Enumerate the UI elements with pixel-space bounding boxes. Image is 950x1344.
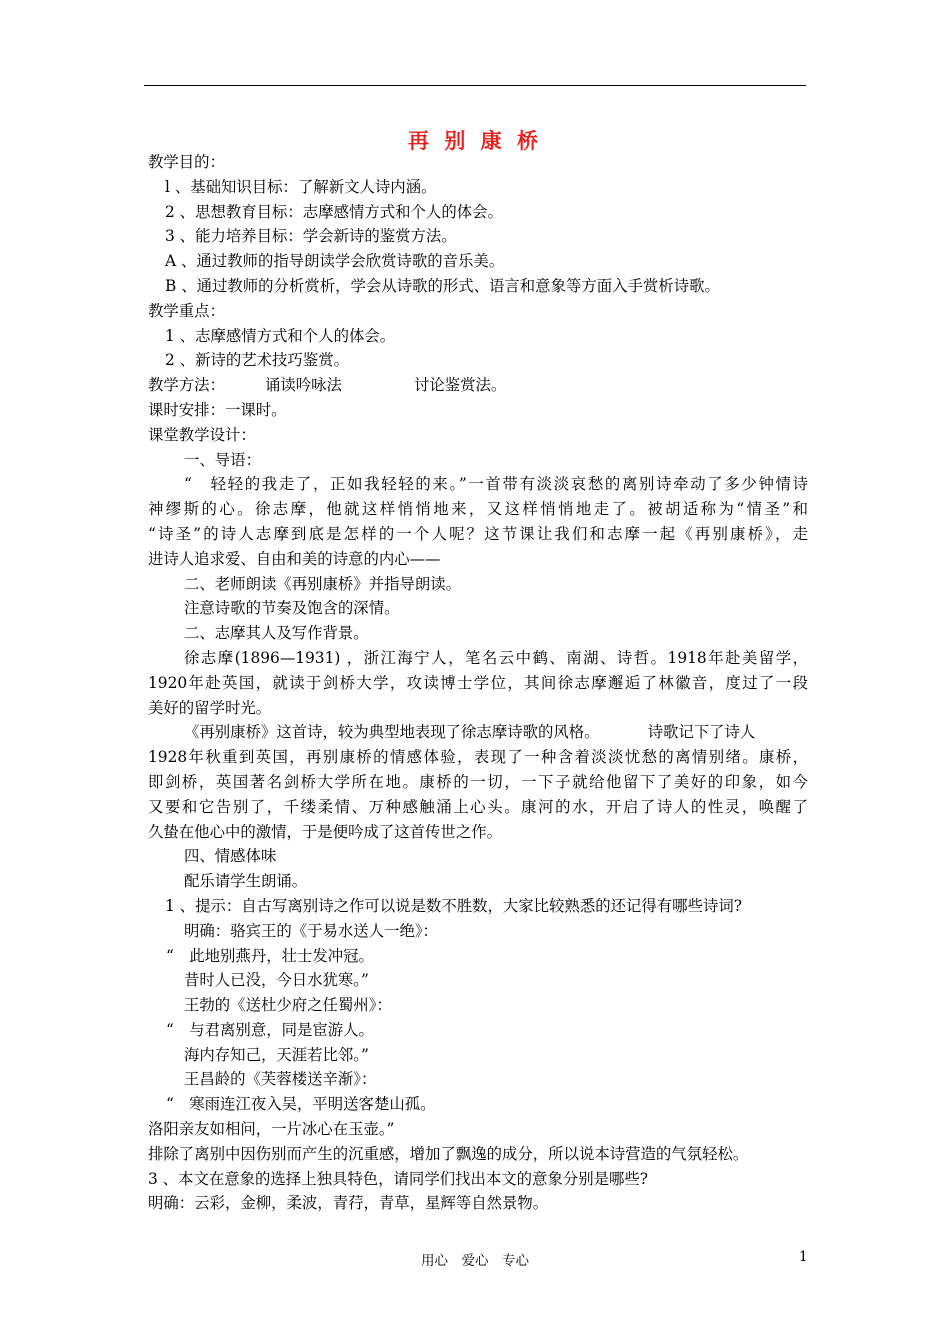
- paragraph-line: 进诗人追求爱、自由和美的诗意的内心——: [148, 549, 441, 568]
- page-number: 1: [799, 1249, 808, 1265]
- poem-line: 洛阳亲友如相问，一片冰心在玉壶。”: [148, 1120, 395, 1139]
- paragraph-line: 1920年赴英国，就读于剑桥大学，攻读博士学位，其间徐志摩邂逅了林徽音，度过了一段: [148, 673, 808, 692]
- section-heading: 二、志摩其人及写作背景。: [184, 624, 369, 643]
- header-rule: [144, 85, 806, 86]
- poem-line: “ 与君离别意，同是宦游人。: [166, 1020, 374, 1039]
- poem-source-line: 王昌龄的《芙蓉楼送辛渐》：: [184, 1070, 377, 1089]
- paragraph-line: 久蛰在他心中的激情，于是便吟成了这首传世之作。: [148, 822, 502, 841]
- document-title: 再 别 康 桥: [408, 128, 542, 153]
- paragraph-segment: 诗歌记下了诗人: [647, 723, 756, 742]
- paragraph-line: 又要和它告别了，千缕柔情、万种感触涌上心头。康河的水，开启了诗人的性灵，唤醒了: [148, 797, 808, 816]
- paragraph-line: 即剑桥，英国著名剑桥大学所在地。康桥的一切，一下子就给他留下了美好的印象，如今: [148, 772, 808, 791]
- section-heading: 二、老师朗读《再别康桥》并指导朗读。: [184, 574, 462, 593]
- paragraph-line: 美好的留学时光。: [148, 698, 272, 717]
- paragraph-line: 注意诗歌的节奏及饱含的深情。: [184, 599, 400, 618]
- list-item: 2 、新诗的艺术技巧鉴赏。: [165, 351, 349, 370]
- paragraph-line: “诗圣”的诗人志摩到底是怎样的一个人呢？这节课让我们和志摩一起《再别康桥》，走: [148, 524, 808, 543]
- section-heading: 一、导语：: [184, 450, 261, 469]
- paragraph-line: “ 轻轻的我走了，正如我轻轻的来。”一首带有淡淡哀愁的离别诗牵动了多少钟情诗: [184, 475, 808, 494]
- teaching-methods-line: [148, 373, 808, 398]
- document-body: [148, 150, 808, 1216]
- paragraph-line: 神缪斯的心。徐志摩，他就这样悄悄地来，又这样悄悄地走了。被胡适称为“情圣”和: [148, 500, 808, 519]
- teaching-method-1: 诵读吟咏法: [264, 376, 342, 395]
- list-item: B 、通过教师的分析赏析，学会从诗歌的形式、语言和意象等方面入手赏析诗歌。: [165, 276, 720, 295]
- paragraph-line: 徐志摩(1896—1931) ，浙江海宁人，笔名云中鹤、南湖、诗哲。1918年赴美留学，: [184, 648, 808, 667]
- poem-line: “ 寒雨连江夜入吴，平明送客楚山孤。: [166, 1095, 436, 1114]
- question-line: 1 、提示：自古写离别诗之作可以说是数不胜数，大家比较熟悉的还记得有哪些诗词?: [165, 896, 742, 915]
- paragraph-line: 排除了离别中因伤别而产生的沉重感，增加了飘逸的成分，所以说本诗营造的气氛轻松。: [148, 1144, 749, 1163]
- heading-key-points: 教学重点：: [148, 301, 225, 320]
- poem-source-line: 王勃的《送杜少府之任蜀州》：: [184, 996, 392, 1015]
- teaching-method-2: 讨论鉴赏法。: [413, 376, 507, 395]
- heading-class-design: 课堂教学设计：: [148, 425, 256, 444]
- paragraph-line: [148, 720, 808, 745]
- teaching-methods-label: 教学方法：: [148, 376, 225, 395]
- section-heading: 四、情感体味: [184, 847, 277, 866]
- paragraph-segment: 《再别康桥》这首诗，较为典型地表现了徐志摩诗歌的风格。: [184, 723, 600, 742]
- question-line: 3 、本文在意象的选择上独具特色，请同学们找出本文的意象分别是哪些?: [148, 1169, 649, 1188]
- heading-teaching-goals: 教学目的：: [148, 153, 225, 171]
- paragraph-line: 配乐请学生朗诵。: [184, 872, 308, 891]
- poem-line: “ 此地别燕丹，壮士发冲冠。: [166, 946, 374, 965]
- list-item: 3 、能力培养目标：学会新诗的鉴赏方法。: [165, 227, 457, 246]
- footer-motto: 用心 爱心 专心: [421, 1253, 529, 1269]
- list-item: l 、基础知识目标：了解新文人诗内涵。: [165, 177, 437, 196]
- schedule-line: 课时安排：一课时。: [148, 400, 287, 419]
- list-item: 2 、思想教育目标：志摩感情方式和个人的体会。: [165, 202, 503, 221]
- poem-line: 海内存知己，天涯若比邻。”: [184, 1045, 369, 1064]
- answer-line: 明确：骆宾王的《于易水送人一绝》：: [184, 921, 438, 940]
- list-item: A 、通过教师的指导朗读学会欣赏诗歌的音乐美。: [165, 252, 505, 271]
- answer-line: 明确：云彩，金柳，柔波，青荇，青草，星辉等自然景物。: [148, 1194, 549, 1213]
- paragraph-line: 1928年秋重到英国，再别康桥的情感体验，表现了一种含着淡淡忧愁的离情别绪。康桥，: [148, 748, 808, 767]
- poem-line: 昔时人已没，今日水犹寒。”: [184, 971, 369, 990]
- list-item: 1 、志摩感情方式和个人的体会。: [165, 326, 396, 345]
